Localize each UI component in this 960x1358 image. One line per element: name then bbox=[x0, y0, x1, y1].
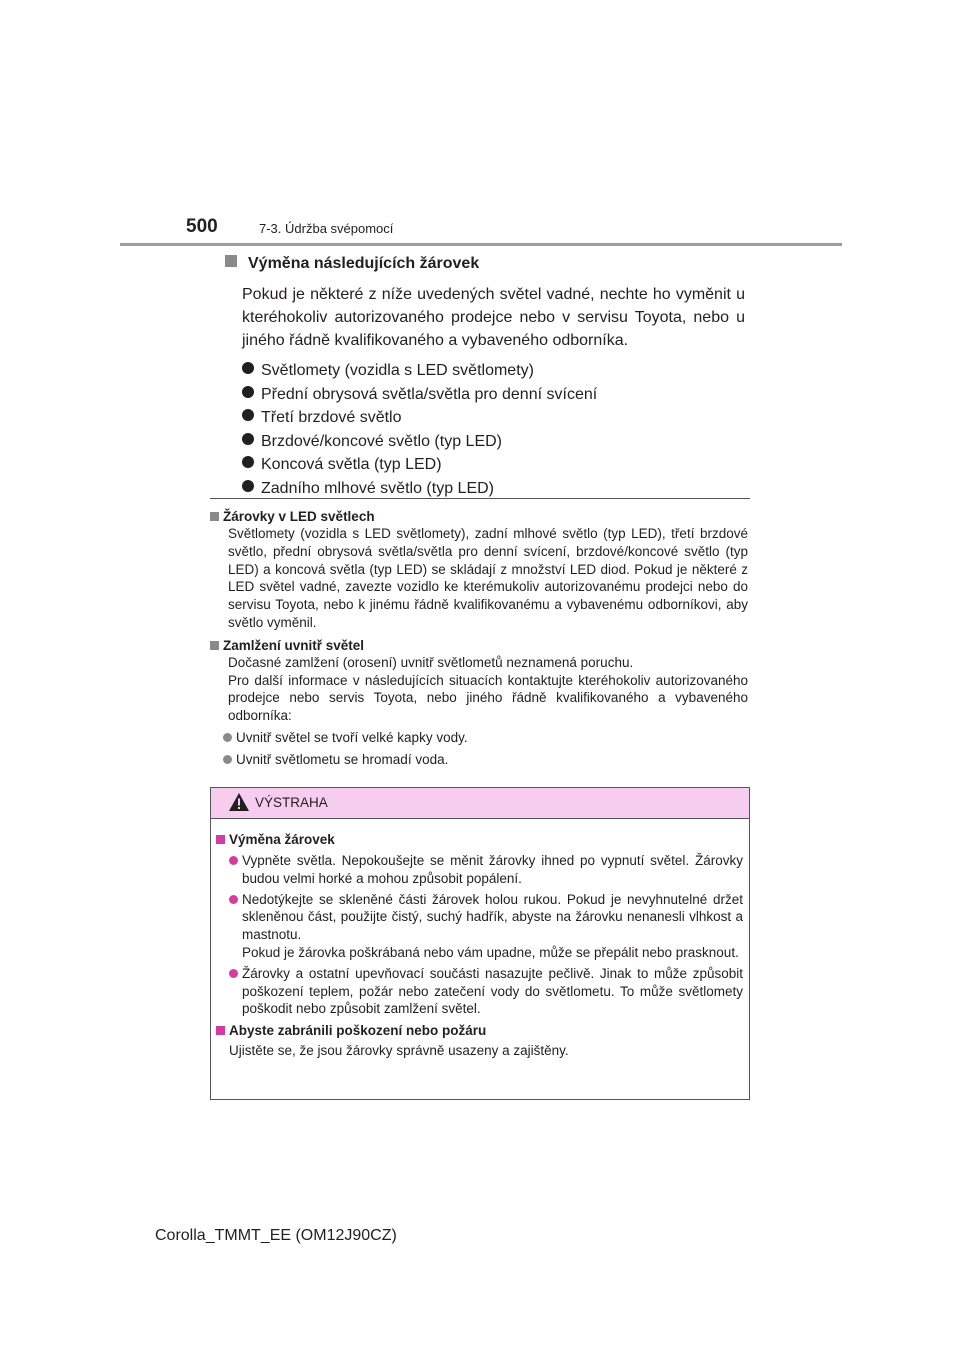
round-bullet-icon bbox=[242, 456, 254, 468]
main-section bbox=[225, 253, 745, 501]
round-bullet-icon bbox=[229, 895, 238, 904]
round-bullet-icon bbox=[242, 480, 254, 492]
list-item: Brzdové/koncové světlo (typ LED) bbox=[242, 430, 745, 454]
warning-triangle-icon bbox=[228, 792, 250, 817]
warning-header bbox=[211, 788, 749, 819]
section-divider bbox=[210, 498, 750, 499]
list-item: Koncová světla (typ LED) bbox=[242, 453, 745, 477]
footer-model: Corolla_TMMT_EE (OM12J90CZ) bbox=[155, 1227, 397, 1244]
round-bullet-icon bbox=[229, 856, 238, 865]
page-number: 500 bbox=[186, 216, 218, 237]
section-title: 7-3. Údržba svépomocí bbox=[259, 221, 394, 236]
square-bullet-icon bbox=[225, 255, 237, 267]
warning-text: Ujistěte se, že jsou žárovky správně usazeny a zajištěny. bbox=[229, 1043, 569, 1059]
note-text: Pro další informace v následujících situacích kontaktujte kteréhokoliv autorizovaného prodejce nebo servis Toyota, nebo jiného řádně kvalifikovaného a vybaveného odborníka: bbox=[228, 672, 748, 724]
round-bullet-icon bbox=[242, 433, 254, 445]
round-bullet-icon bbox=[223, 733, 232, 742]
bulb-list bbox=[242, 359, 745, 501]
header-rule bbox=[120, 243, 842, 246]
main-paragraph: Pokud je některé z níže uvedených světel vadné, nechte ho vyměnit u kteréhokoliv autorizovaného prodejce nebo v servisu Toyota, nebo u jiného řádně kvalifikovaného a vybaveného odborníka. bbox=[242, 286, 745, 349]
warning-title: VÝSTRAHA bbox=[255, 795, 328, 810]
list-item: Třetí brzdové světlo bbox=[242, 406, 745, 430]
warning-subheading: Abyste zabránili poškození nebo požáru bbox=[216, 1022, 743, 1040]
note-fog bbox=[210, 637, 748, 769]
warning-item: Vypněte světla. Nepokoušejte se měnit žárovky ihned po vypnutí světel. Žárovky budou velmi horké a mohou způsobit popálení. bbox=[229, 852, 743, 888]
round-bullet-icon bbox=[242, 386, 254, 398]
square-bullet-icon bbox=[216, 1026, 225, 1035]
round-bullet-icon bbox=[242, 362, 254, 374]
round-bullet-icon bbox=[242, 409, 254, 421]
list-item: Uvnitř světlometu se hromadí voda. bbox=[223, 751, 748, 769]
note-led bbox=[210, 508, 748, 632]
warning-subheading: Výměna žárovek bbox=[216, 831, 743, 849]
note-heading: Zamlžení uvnitř světel bbox=[210, 637, 748, 654]
main-heading: Výměna následujících žárovek bbox=[225, 253, 745, 275]
warning-item-continuation: Pokud je žárovka poškrábaná nebo vám upadne, může se přepálit nebo prasknout. bbox=[242, 944, 739, 960]
warning-body bbox=[211, 819, 749, 1060]
square-bullet-icon bbox=[210, 641, 219, 650]
list-item: Přední obrysová světla/světla pro denní svícení bbox=[242, 383, 745, 407]
warning-item: Žárovky a ostatní upevňovací součásti nasazujte pečlivě. Jinak to může způsobit poškození teplem, požár nebo zatečení vody do světlometu. To může světlomety poškodit nebo způsobit zamlžení světel. bbox=[229, 965, 743, 1018]
square-bullet-icon bbox=[216, 835, 225, 844]
note-text: Dočasné zamlžení (orosení) uvnitř světlometů neznamená poruchu. bbox=[228, 654, 634, 670]
warning-box bbox=[210, 787, 750, 1100]
list-item: Světlomety (vozidla s LED světlomety) bbox=[242, 359, 745, 383]
list-item: Uvnitř světel se tvoří velké kapky vody. bbox=[223, 729, 748, 747]
round-bullet-icon bbox=[223, 755, 232, 764]
list-item: Zadního mlhové světlo (typ LED) bbox=[242, 477, 745, 501]
square-bullet-icon bbox=[210, 512, 219, 521]
notes-section bbox=[210, 508, 748, 774]
note-text: Světlomety (vozidla s LED světlomety), zadní mlhové světlo (typ LED), třetí brzdové světlo, přední obrysová světla/světla pro denní svícení, brzdové/koncové světlo (typ LED) a koncová světla (typ LED) se skládají z množství LED diod. Pokud je některé z LED světel vadné, zavezte vozidlo ke kterémukoliv autorizovanému prodejci nebo do servisu Toyota, nebo k jinému řádně kvalifikovanému a vybavenému odborníkovi, aby světlo vyměnil. bbox=[228, 526, 748, 630]
round-bullet-icon bbox=[229, 969, 238, 978]
warning-item: Nedotýkejte se skleněné části žárovek holou rukou. Pokud je nevyhnutelné držet skleněnou část, použijte čistý, suchý hadřík, abyste na žárovku nenanesli vlhkost a mastnotu. Pokud je žárovka poškrábaná nebo vám upadne, může se přepálit nebo prasknout. bbox=[229, 891, 743, 962]
note-heading: Žárovky v LED světlech bbox=[210, 508, 748, 525]
